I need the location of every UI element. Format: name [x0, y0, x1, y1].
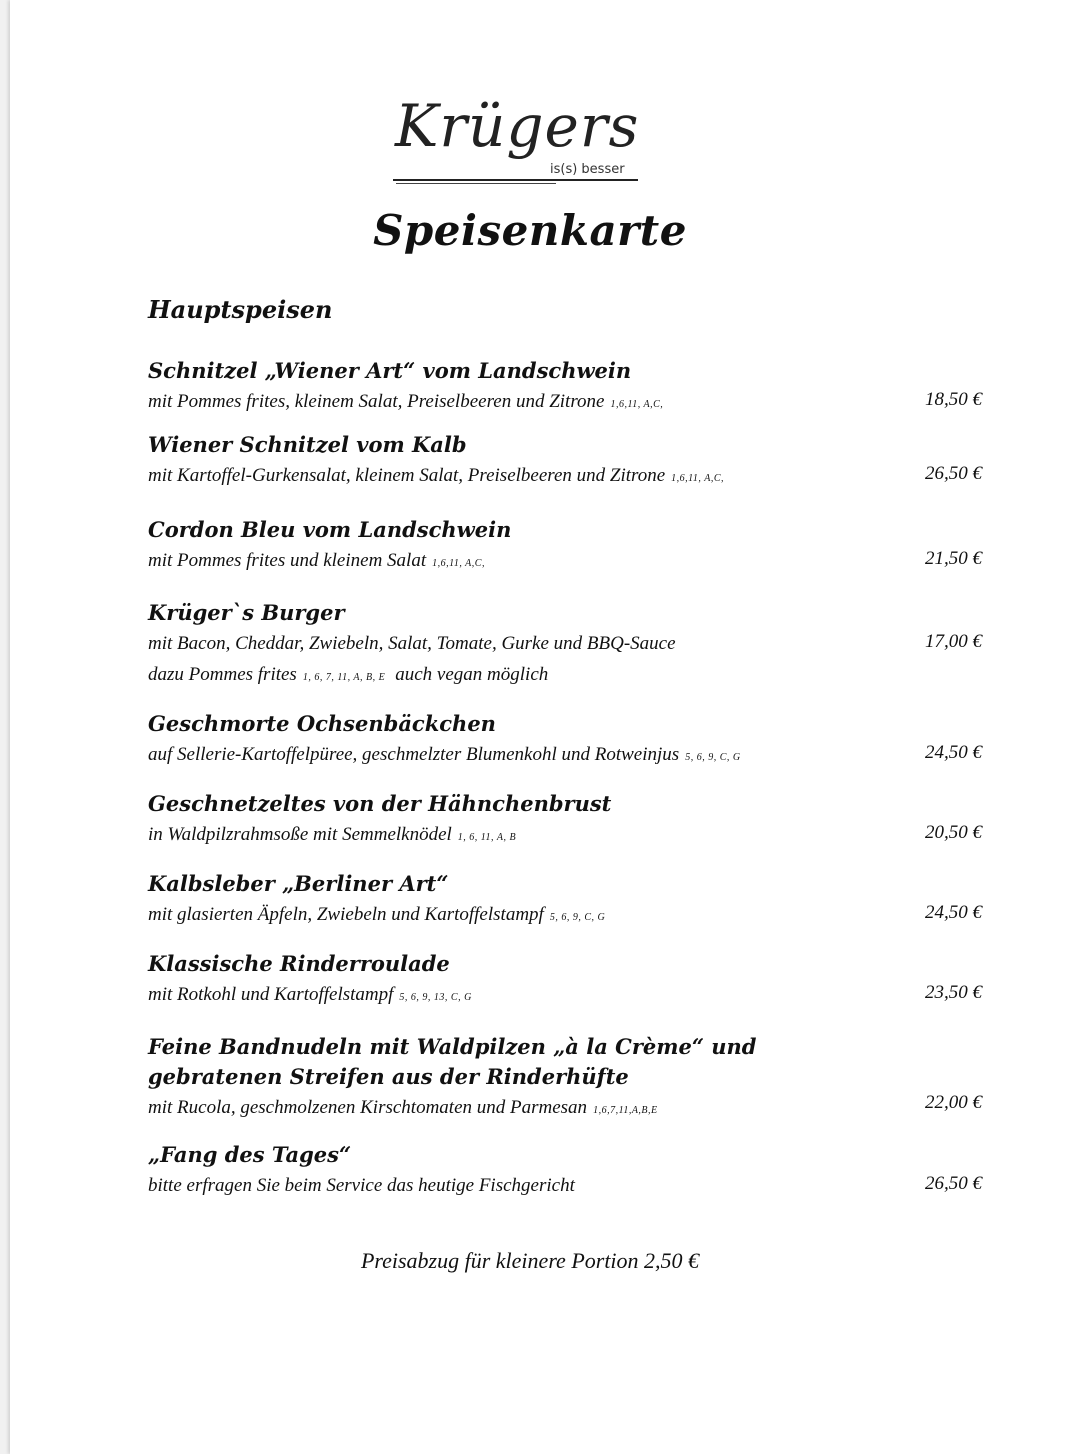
dish-description	[148, 1092, 988, 1126]
dish-price: 17,00 €	[925, 631, 982, 652]
dish-name: Kalbsleber „Berliner Art“	[148, 871, 449, 896]
dish-description-text: mit Kartoffel-Gurkensalat, kleinem Salat, Preiselbeeren und Zitrone	[148, 465, 666, 486]
section-heading: Hauptspeisen	[148, 295, 333, 324]
dish-price: 22,00 €	[925, 1092, 982, 1113]
allergen-codes: 1,6,11, A,C,	[610, 399, 664, 410]
allergen-codes: 1, 6, 11, A, B	[457, 832, 517, 843]
logo-tagline: is(s) besser	[550, 162, 625, 177]
dish-name: Cordon Bleu vom Landschwein	[148, 517, 512, 542]
dish-price: 18,50 €	[925, 389, 982, 410]
menu-page	[10, 0, 1065, 1454]
dish-description-line2	[148, 659, 988, 693]
dish-item	[148, 1140, 988, 1201]
dish-item	[148, 789, 988, 853]
dish-price: 23,50 €	[925, 982, 982, 1003]
logo-underline	[393, 179, 638, 181]
dish-name: Wiener Schnitzel vom Kalb	[148, 432, 467, 457]
dish-description-text: dazu Pommes frites	[148, 664, 297, 685]
dish-description	[148, 545, 988, 579]
dish-description	[148, 386, 988, 420]
dish-item	[148, 869, 988, 933]
allergen-codes: 5, 6, 9, 13, C, G	[399, 992, 472, 1003]
dish-description-text: in Waldpilzrahmsoße mit Semmelknödel	[148, 824, 452, 845]
dish-name: Klassische Rinderroulade	[148, 951, 450, 976]
dish-name: „Fang des Tages“	[148, 1142, 352, 1167]
dish-description	[148, 899, 988, 933]
dish-item	[148, 949, 988, 1013]
dish-item	[148, 598, 988, 693]
allergen-codes: 5, 6, 9, C, G	[549, 912, 606, 923]
logo-wordmark: Krügers	[395, 92, 640, 160]
dish-item	[148, 515, 988, 579]
dish-description: bitte erfragen Sie beim Service das heutige Fischgericht	[148, 1175, 575, 1196]
dish-item	[148, 356, 988, 420]
dish-description	[148, 979, 988, 1013]
dish-price: 21,50 €	[925, 548, 982, 569]
dish-item	[148, 430, 988, 494]
dish-name: Schnitzel „Wiener Art“ vom Landschwein	[148, 358, 632, 383]
dish-description-text: mit Pommes frites und kleinem Salat	[148, 550, 427, 571]
dish-description-text: auf Sellerie-Kartoffelpüree, geschmelzter Blumenkohl und Rotweinjus	[148, 744, 680, 765]
dish-description	[148, 739, 988, 773]
dish-price: 20,50 €	[925, 822, 982, 843]
dish-description-text: mit Rucola, geschmolzenen Kirschtomaten und Parmesan	[148, 1097, 588, 1118]
dish-description	[148, 819, 988, 853]
portion-discount-note: Preisabzug für kleinere Portion 2,50 €	[360, 1248, 700, 1273]
dish-description	[148, 460, 988, 494]
dish-name: Feine Bandnudeln mit Waldpilzen „à la Crème“ und gebratenen Streifen aus der Rinderhüfte	[148, 1034, 757, 1089]
dish-name: Geschmorte Ochsenbäckchen	[148, 711, 496, 736]
dish-description-text: mit glasierten Äpfeln, Zwiebeln und Kartoffelstampf	[148, 904, 544, 925]
dish-item	[148, 1032, 988, 1126]
dish-price: 24,50 €	[925, 902, 982, 923]
dish-description-text: mit Rotkohl und Kartoffelstampf	[148, 984, 394, 1005]
allergen-codes: 5, 6, 9, C, G	[685, 752, 741, 763]
dish-price: 24,50 €	[925, 742, 982, 763]
allergen-codes: 1,6,7,11,A,B,E	[593, 1105, 658, 1116]
dish-name: Geschnetzeltes von der Hähnchenbrust	[148, 791, 612, 816]
dish-name: Krüger`s Burger	[148, 600, 345, 625]
dish-item	[148, 709, 988, 773]
restaurant-logo	[393, 92, 643, 192]
allergen-codes: 1,6,11, A,C,	[671, 473, 724, 484]
allergen-codes: 1, 6, 7, 11, A, B, E	[302, 672, 386, 683]
dish-description-text: mit Pommes frites, kleinem Salat, Preiselbeeren und Zitrone	[148, 391, 605, 412]
allergen-codes: 1,6,11, A,C,	[432, 558, 485, 569]
dish-price: 26,50 €	[925, 463, 982, 484]
dish-price: 26,50 €	[925, 1173, 982, 1194]
dish-description: mit Bacon, Cheddar, Zwiebeln, Salat, Tomate, Gurke und BBQ-Sauce	[148, 633, 676, 654]
logo-underline-thin	[396, 183, 556, 184]
page-title: Speisenkarte	[373, 206, 687, 255]
dish-note: auch vegan möglich	[395, 664, 549, 685]
